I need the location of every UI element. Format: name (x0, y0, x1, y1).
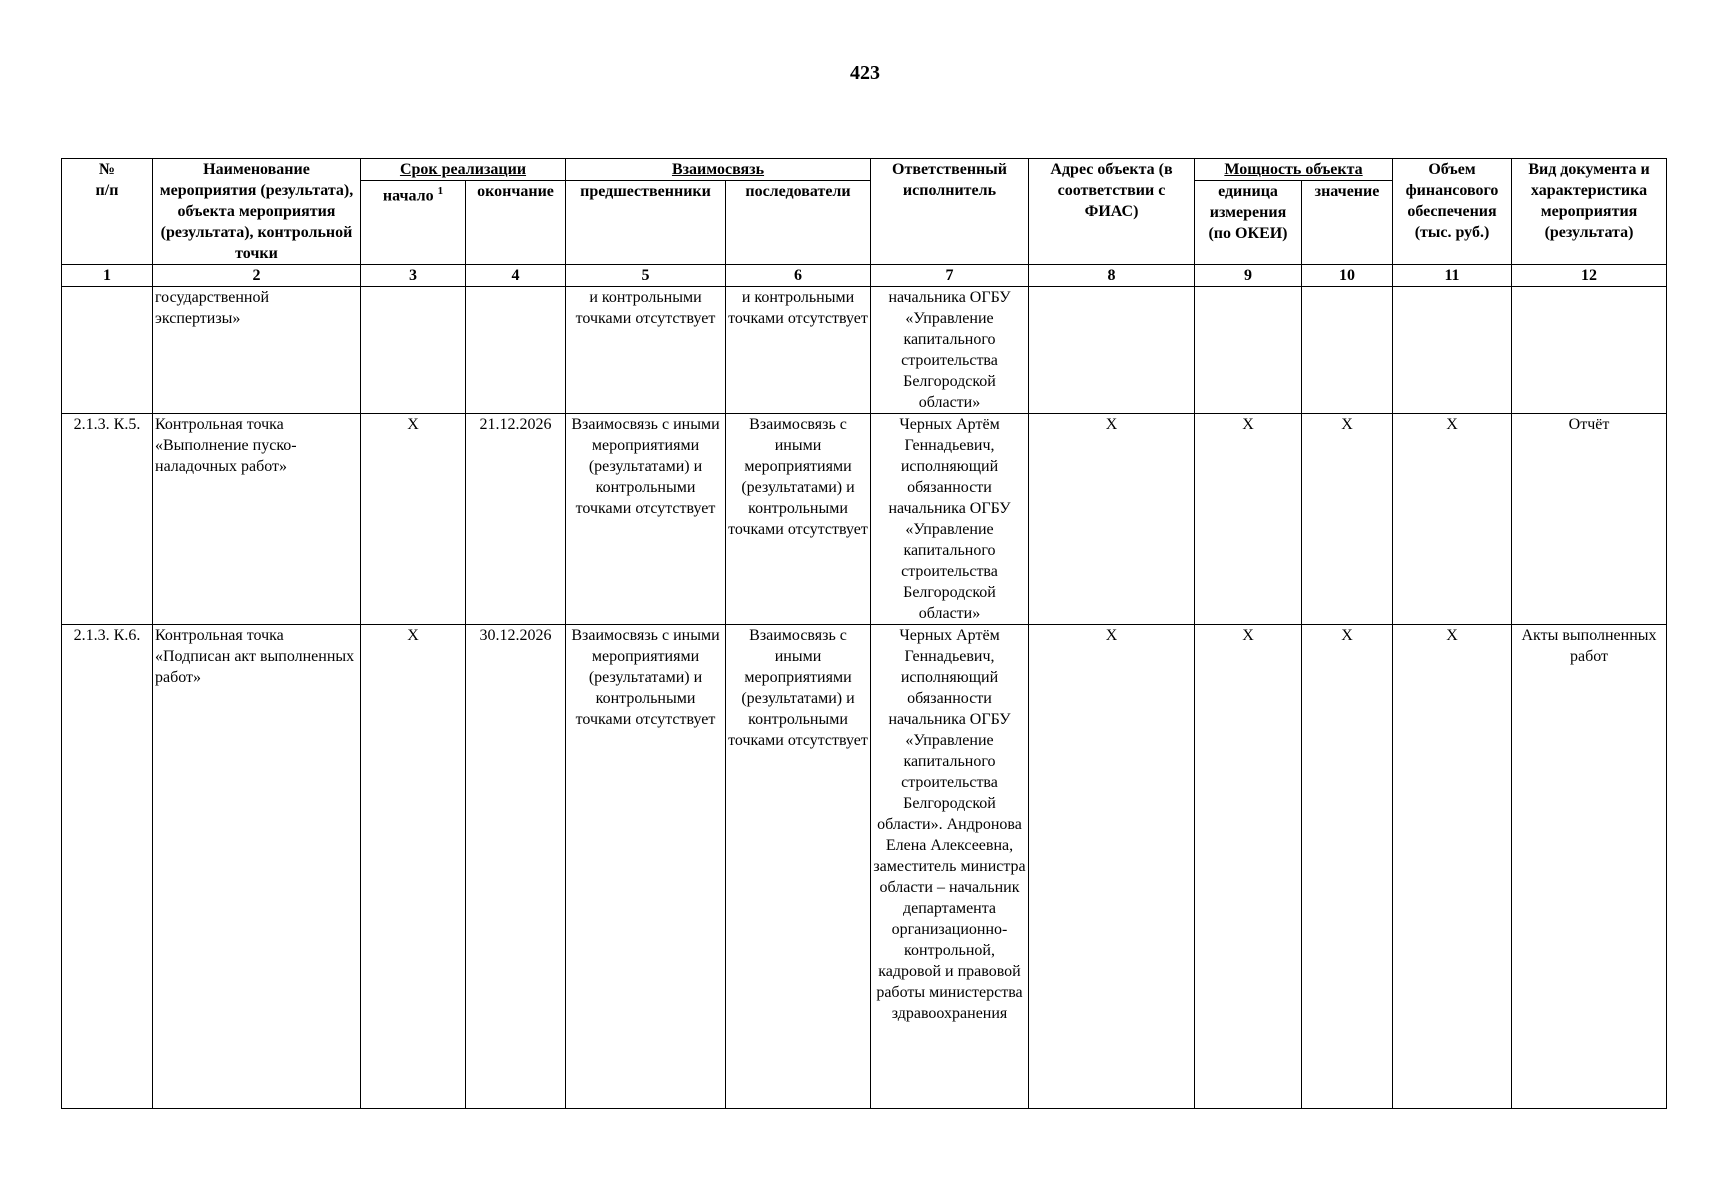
cell-finance: X (1393, 414, 1512, 625)
cell-unit (1195, 287, 1302, 414)
cell-value: X (1302, 414, 1393, 625)
column-number: 10 (1302, 265, 1393, 287)
cell-number: 2.1.3. К.5. (62, 414, 153, 625)
cell-address (1029, 287, 1195, 414)
cell-predecessors: Взаимосвязь с иными мероприятиями (результатами) и контрольными точками отсутствует (566, 414, 726, 625)
cell-successors: Взаимосвязь с иными мероприятиями (результатами) и контрольными точками отсутствует (726, 414, 871, 625)
column-number-row (62, 265, 1667, 287)
column-number: 2 (153, 265, 361, 287)
column-number: 6 (726, 265, 871, 287)
cell-address: X (1029, 625, 1195, 1109)
cell-predecessors: и контрольными точками отсутствует (566, 287, 726, 414)
column-number: 5 (566, 265, 726, 287)
footnote-marker: 1 (437, 185, 444, 197)
cell-predecessors: Взаимосвязь с иными мероприятиями (результатами) и контрольными точками отсутствует (566, 625, 726, 1109)
cell-finance: X (1393, 625, 1512, 1109)
plan-table (61, 158, 1667, 1109)
cell-number (62, 287, 153, 414)
cell-doc (1512, 287, 1667, 414)
cell-unit: X (1195, 414, 1302, 625)
header-number: № п/п (62, 159, 153, 265)
cell-end (466, 287, 566, 414)
cell-successors: Взаимосвязь с иными мероприятиями (результатами) и контрольными точками отсутствует (726, 625, 871, 1109)
column-number: 4 (466, 265, 566, 287)
table-row (62, 414, 1667, 625)
column-number: 9 (1195, 265, 1302, 287)
header-term-group: Срок реализации (361, 159, 566, 181)
page-number: 423 (850, 62, 880, 84)
header-link-pred: предшественники (566, 181, 726, 265)
cell-name: государственной экспертизы» (153, 287, 361, 414)
column-number: 11 (1393, 265, 1512, 287)
column-number: 3 (361, 265, 466, 287)
cell-address: X (1029, 414, 1195, 625)
header-responsible: Ответственный исполнитель (871, 159, 1029, 265)
cell-name: Контрольная точка «Выполнение пуско-наладочных работ» (153, 414, 361, 625)
cell-name: Контрольная точка «Подписан акт выполненных работ» (153, 625, 361, 1109)
header-row-top (62, 159, 1667, 181)
header-term-end: окончание (466, 181, 566, 265)
header-term-start: начало $^1$ (361, 181, 466, 265)
cell-start: X (361, 414, 466, 625)
header-capacity-value: значение (1302, 181, 1393, 265)
cell-start: X (361, 625, 466, 1109)
cell-number: 2.1.3. К.6. (62, 625, 153, 1109)
cell-finance (1393, 287, 1512, 414)
cell-doc: Отчёт (1512, 414, 1667, 625)
column-number: 7 (871, 265, 1029, 287)
cell-value: X (1302, 625, 1393, 1109)
header-link-group: Взаимосвязь (566, 159, 871, 181)
cell-value (1302, 287, 1393, 414)
cell-unit: X (1195, 625, 1302, 1109)
cell-start (361, 287, 466, 414)
cell-successors: и контрольными точками отсутствует (726, 287, 871, 414)
cell-end: 30.12.2026 (466, 625, 566, 1109)
header-doc-type: Вид документа и характеристика мероприятия (результата) (1512, 159, 1667, 265)
header-name: Наименование мероприятия (результата), объекта мероприятия (результата), контрольной точки (153, 159, 361, 265)
header-capacity-group: Мощность объекта (1195, 159, 1393, 181)
header-address: Адрес объекта (в соответствии с ФИАС) (1029, 159, 1195, 265)
header-capacity-unit: единица измерения (по ОКЕИ) (1195, 181, 1302, 265)
cell-responsible: Черных Артём Геннадьевич, исполняющий обязанности начальника ОГБУ «Управление капитального строительства Белгородской области». Андронова Елена Алексеевна, заместитель министра области – начальник департамента организационно-контрольной, кадровой и правовой работы министерства здравоохранения (871, 625, 1029, 1109)
cell-responsible: Черных Артём Геннадьевич, исполняющий обязанности начальника ОГБУ «Управление капитального строительства Белгородской области» (871, 414, 1029, 625)
cell-end: 21.12.2026 (466, 414, 566, 625)
table-row (62, 625, 1667, 1109)
table-row (62, 287, 1667, 414)
column-number: 12 (1512, 265, 1667, 287)
column-number: 1 (62, 265, 153, 287)
column-number: 8 (1029, 265, 1195, 287)
header-link-succ: последователи (726, 181, 871, 265)
cell-doc: Акты выполненных работ (1512, 625, 1667, 1109)
header-finance: Объем финансового обеспечения (тыс. руб.) (1393, 159, 1512, 265)
cell-responsible: начальника ОГБУ «Управление капитального строительства Белгородской области» (871, 287, 1029, 414)
